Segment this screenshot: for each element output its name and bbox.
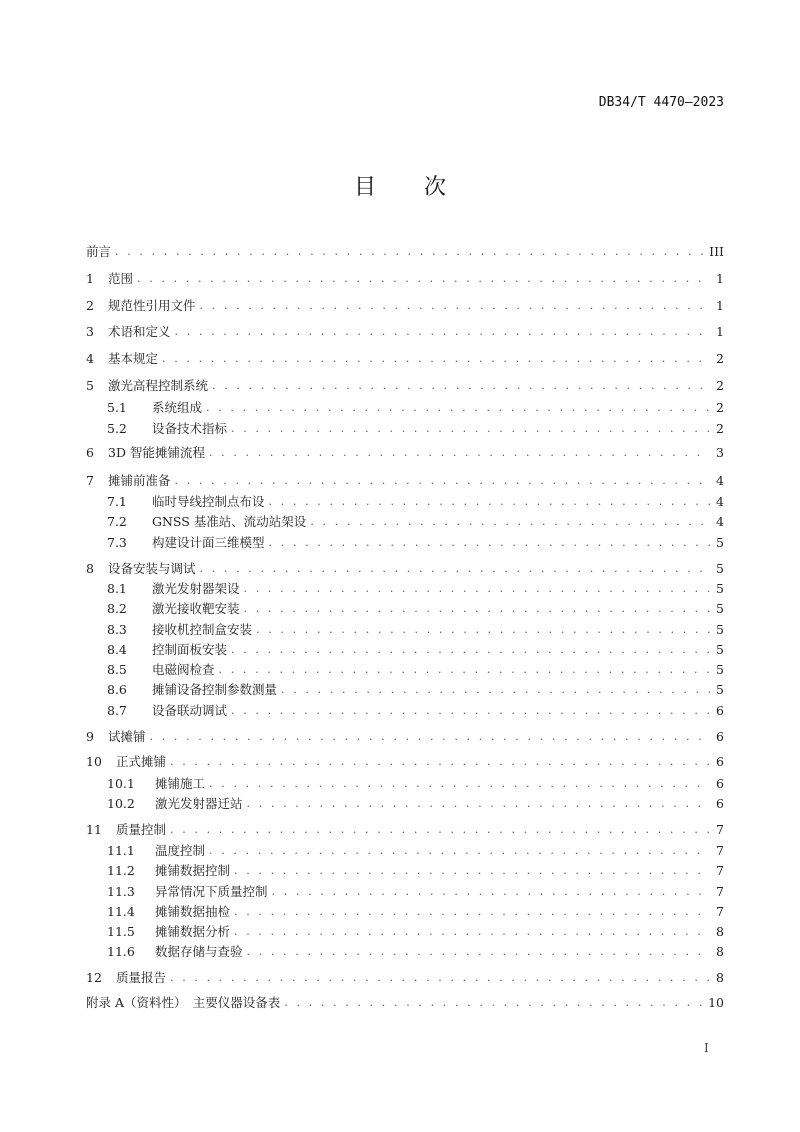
toc-entry-page: 8 [716,944,724,959]
dot-leader [170,753,710,771]
toc-entry[interactable] [107,883,724,901]
toc-entry[interactable] [107,420,724,438]
toc-entry-label: 摊铺数据抽检 [155,904,231,919]
toc-entry[interactable] [107,775,724,793]
toc-entry-number: 8.4 [107,642,127,657]
toc-entry-number: 10.1 [107,776,135,791]
toc-entry[interactable] [86,994,724,1012]
toc-entry-label: 数据存储与查验 [155,944,243,959]
toc-entry-number: 9 [86,729,94,744]
toc-entry[interactable] [107,661,724,679]
toc-entry-number: 8.6 [107,682,127,697]
dot-leader [231,641,710,659]
toc-entry-number: 8.2 [107,601,127,616]
toc-entry-page: 6 [716,776,724,791]
dot-leader [150,728,710,746]
toc-entry[interactable] [86,728,724,746]
dot-leader [231,702,710,720]
toc-entry-label: 质量控制 [116,822,167,837]
toc-entry-number: 11 [86,822,102,837]
toc-entry-label: 附录 A（资料性） 主要仪器设备表 [86,995,281,1010]
dot-leader [162,350,710,368]
toc-entry-label: 摊铺数据分析 [155,924,231,939]
toc-entry-page: 1 [716,298,724,313]
toc-entry-page: III [709,244,724,259]
standard-number: DB34/T 4470—2023 [598,95,724,110]
toc-entry-label: 3D 智能摊铺流程 [108,445,205,460]
toc-entry-number: 7.1 [107,494,127,509]
toc-entry-label: 设备技术指标 [152,421,228,436]
toc-entry-label: 温度控制 [155,843,206,858]
toc-entry-label: 构建设计面三维模型 [152,535,265,550]
toc-entry-number: 11.2 [107,863,135,878]
toc-entry-label: 激光发射器迁站 [155,796,243,811]
toc-entry-label: 激光接收靶安装 [152,601,240,616]
dot-leader [231,420,710,438]
toc-entry-label: 控制面板安装 [152,642,228,657]
toc-entry-number: 4 [86,351,94,366]
toc-entry[interactable] [107,600,724,618]
toc-entry[interactable] [86,270,724,288]
toc-entry[interactable] [107,795,724,813]
toc-entry[interactable] [107,681,724,699]
toc-entry-label: 激光发射器架设 [152,581,240,596]
dot-leader [137,270,710,288]
dot-leader [256,621,710,639]
toc-entry-page: 6 [716,754,724,769]
toc-entry-label: 前言 [86,244,112,259]
dot-leader [206,399,710,417]
toc-entry-page: 5 [716,642,724,657]
title-char-1: 目 [353,175,376,200]
toc-entry-label: 接收机控制盒安装 [152,622,253,637]
toc-entry-number: 3 [86,324,94,339]
toc-entry-number: 7.2 [107,514,127,529]
dot-leader [200,297,710,315]
toc-entry[interactable] [86,444,724,462]
toc-entry-page: 5 [716,601,724,616]
toc-entry-label: 摊铺施工 [155,776,206,791]
dot-leader [219,661,710,679]
toc-entry-number: 11.5 [107,924,135,939]
toc-entry-page: 7 [716,863,724,878]
footer-page-number: I [704,1041,709,1055]
toc-entry-label: 摊铺前准备 [108,473,171,488]
toc-entry-number: 8.1 [107,581,127,596]
toc-entry-page: 6 [716,796,724,811]
toc-entry[interactable] [107,534,724,552]
toc-entry-number: 11.1 [107,843,135,858]
toc-entry-page: 7 [716,822,724,837]
dot-leader [269,534,710,552]
toc-entry[interactable] [86,753,724,771]
toc-entry-page: 2 [716,400,724,415]
toc-entry-number: 10.2 [107,796,135,811]
toc-entry[interactable] [86,969,724,987]
toc-entry[interactable] [107,399,724,417]
toc-entry[interactable] [107,702,724,720]
toc-entry-number: 7.3 [107,535,127,550]
toc-entry-label: 设备安装与调试 [108,561,196,576]
toc-entry-number: 12 [86,970,102,985]
toc-entry-label: GNSS 基准站、流动站架设 [152,514,307,529]
toc-entry-number: 5.2 [107,421,127,436]
dot-leader [170,821,710,839]
toc-entry-label: 摊铺数据控制 [155,863,231,878]
toc-entry[interactable] [86,377,724,395]
toc-entry-page: 10 [708,995,724,1010]
dot-leader [170,969,710,987]
toc-entry-page: 5 [716,535,724,550]
toc-entry[interactable] [86,472,724,490]
dot-leader [234,903,710,921]
toc-entry[interactable] [107,903,724,921]
toc-entry-label: 基本规定 [108,351,159,366]
toc-entry[interactable] [86,243,724,261]
toc-entry-label: 规范性引用文件 [108,298,196,313]
toc-entry-label: 试摊铺 [108,729,146,744]
title-char-2: 次 [424,175,447,200]
toc-entry[interactable] [107,580,724,598]
dot-leader [269,493,710,511]
toc-entry[interactable] [107,943,724,961]
toc-entry-number: 5 [86,378,94,393]
toc-entry-page: 8 [716,970,724,985]
toc-entry-page: 2 [716,351,724,366]
dot-leader [281,681,710,699]
toc-entry-number: 11.3 [107,884,135,899]
dot-leader [209,775,710,793]
toc-entry-number: 5.1 [107,400,127,415]
toc-entry-label: 异常情况下质量控制 [155,884,268,899]
dot-leader [284,994,704,1012]
toc-entry-label: 范围 [108,271,134,286]
toc-entry-number: 8.7 [107,703,127,718]
toc-entry-number: 2 [86,298,94,313]
dot-leader [234,923,710,941]
toc-entry-page: 3 [716,445,724,460]
toc-entry-page: 2 [716,421,724,436]
dot-leader [272,883,710,901]
toc-entry[interactable] [107,513,724,531]
toc-entry[interactable] [86,821,724,839]
toc-entry[interactable] [107,621,724,639]
toc-entry[interactable] [86,297,724,315]
toc-entry-page: 1 [716,324,724,339]
toc-entry-label: 电磁阀检查 [152,662,215,677]
toc-entry[interactable] [107,842,724,860]
toc-entry[interactable] [86,350,724,368]
toc-entry-page: 6 [716,729,724,744]
dot-leader [175,323,710,341]
dot-leader [175,472,710,490]
toc-entry-number: 1 [86,271,94,286]
toc-entry-label: 设备联动调试 [152,703,228,718]
dot-leader [244,600,710,618]
toc-entry-label: 质量报告 [116,970,167,985]
toc-entry-label: 激光高程控制系统 [108,378,209,393]
toc-entry-page: 6 [716,703,724,718]
toc-entry-number: 8 [86,561,94,576]
dot-leader [209,444,710,462]
toc-entry-number: 8.3 [107,622,127,637]
dot-leader [244,580,710,598]
toc-entry-page: 5 [716,561,724,576]
toc-entry-page: 5 [716,682,724,697]
toc-entry[interactable] [107,641,724,659]
toc-entry-label: 临时导线控制点布设 [152,494,265,509]
toc-entry-page: 5 [716,662,724,677]
toc-entry-page: 7 [716,904,724,919]
toc-entry-page: 5 [716,581,724,596]
toc-entry-page: 4 [716,514,724,529]
dot-leader [247,943,710,961]
toc-entry[interactable] [86,323,724,341]
toc-entry-page: 4 [716,494,724,509]
toc-entry-number: 6 [86,445,94,460]
toc-entry-page: 1 [716,271,724,286]
toc-entry-label: 正式摊铺 [116,754,167,769]
dot-leader [212,377,710,395]
toc-entry-number: 11.6 [107,944,135,959]
dot-leader [310,513,710,531]
toc-entry[interactable] [107,493,724,511]
dot-leader [209,842,710,860]
toc-entry-page: 8 [716,924,724,939]
dot-leader [247,795,710,813]
dot-leader [200,560,710,578]
toc-entry-label: 系统组成 [152,400,203,415]
dot-leader [234,862,710,880]
toc-entry[interactable] [107,862,724,880]
toc-entry-number: 10 [86,754,102,769]
toc-entry-page: 2 [716,378,724,393]
toc-entry[interactable] [86,560,724,578]
toc-entry-number: 8.5 [107,662,127,677]
toc-entry-label: 摊铺设备控制参数测量 [152,682,278,697]
toc-entry-page: 7 [716,843,724,858]
toc-entry-page: 7 [716,884,724,899]
page-title [0,170,800,201]
toc-entry-number: 11.4 [107,904,135,919]
dot-leader [115,243,705,261]
toc-entry-page: 4 [716,473,724,488]
toc-entry-number: 7 [86,473,94,488]
toc-entry[interactable] [107,923,724,941]
toc-entry-page: 5 [716,622,724,637]
toc-entry-label: 术语和定义 [108,324,171,339]
